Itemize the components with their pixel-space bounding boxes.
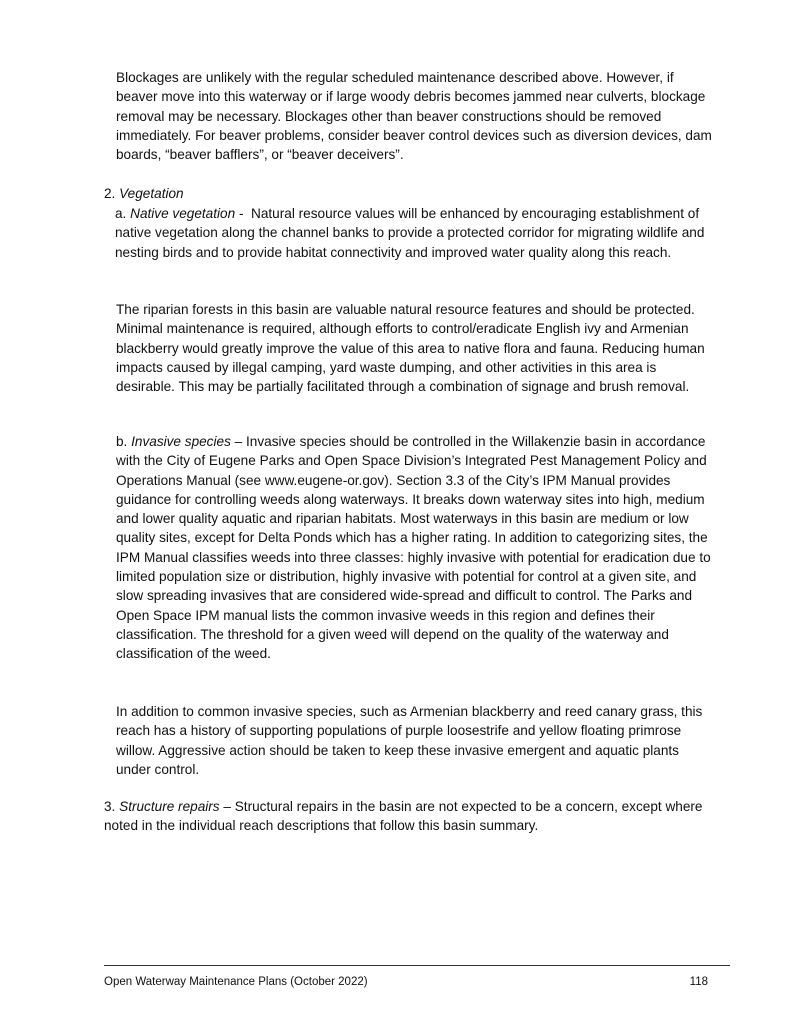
common-invasive-paragraph: In addition to common invasive species, such as Armenian blackberry and reed canary grass, this reach has a history of supporting populations of purple loosestrife and yellow floating primrose willow. Aggressive action should be taken to keep these invasive emergent and aquatic plants under control. <box>116 704 703 777</box>
native-separator: - <box>235 206 252 221</box>
structure-number: 3. <box>104 799 116 814</box>
structure-separator: – <box>219 799 235 814</box>
native-vegetation-paragraph <box>115 204 715 262</box>
page-number: 118 <box>689 976 708 988</box>
vegetation-title: Vegetation <box>119 186 184 201</box>
invasive-species-paragraph <box>116 432 716 664</box>
native-prefix: a. <box>115 206 127 221</box>
invasive-prefix: b. <box>116 434 128 449</box>
footer-title: Open Waterway Maintenance Plans (October 2022) <box>104 976 368 988</box>
invasive-title: Invasive species <box>131 434 231 449</box>
blockages-paragraph: Blockages are unlikely with the regular scheduled maintenance described above. However, if beaver move into this waterway or if large woody debris becomes jammed near culverts, blockage removal may be necessary. Blockages other than beaver constructions should be removed immediately. For beaver problems, consider beaver control devices such as diversion devices, dam boards, “beaver bafflers”, or “beaver deceivers”. <box>116 70 712 163</box>
invasive-separator: – <box>230 434 246 449</box>
structure-text: Structural repairs in the basin are not expected to be a concern, except where noted in the individual reach descriptions that follow this basin summary. <box>104 799 703 834</box>
riparian-paragraph: The riparian forests in this basin are valuable natural resource features and should be protected. Minimal maintenance is required, although efforts to control/eradicate English ivy and Armenian blackberry would greatly improve the value of this area to native flora and fauna. Reducing human impacts caused by illegal camping, yard waste dumping, and other activities in this area is desirable. This may be partially facilitated through a combination of signage and brush removal. <box>116 302 705 395</box>
vegetation-heading <box>104 184 184 203</box>
native-title: Native vegetation <box>130 206 236 221</box>
vegetation-number: 2. <box>104 186 116 201</box>
native-text: Natural resource values will be enhanced by encouraging establishment of native vegetation along the channel banks to provide a protected corridor for migrating wildlife and nesting birds and to provide habitat connectivity and improved water quality along this reach. <box>115 206 705 260</box>
structure-title: Structure repairs <box>119 799 220 814</box>
footer-divider <box>104 965 730 966</box>
invasive-text: Invasive species should be controlled in the Willakenzie basin in accordance with the City of Eugene Parks and Open Space Division’s Integrated Pest Management Policy and Operations Manual (see www.eugene-or.gov). Section 3.3 of the City’s IPM Manual provides guidance for controlling weeds along waterways. It breaks down waterway sites into high, medium and lower quality aquatic and riparian habitats. Most waterways in this basin are medium or low quality sites, except for Delta Ponds which has a higher rating. In addition to categorizing sites, the IPM Manual classifies weeds into three classes: highly invasive with potential for eradication due to limited population size or distribution, highly invasive with potential for control at a given site, and slow spreading invasives that are considered wide-spread and difficult to control. The Parks and Open Space IPM manual lists the common invasive weeds in this region and defines their classification. The threshold for a given weed will depend on the quality of the waterway and classification of the weed. <box>116 434 711 662</box>
structure-repairs-paragraph <box>104 797 716 836</box>
